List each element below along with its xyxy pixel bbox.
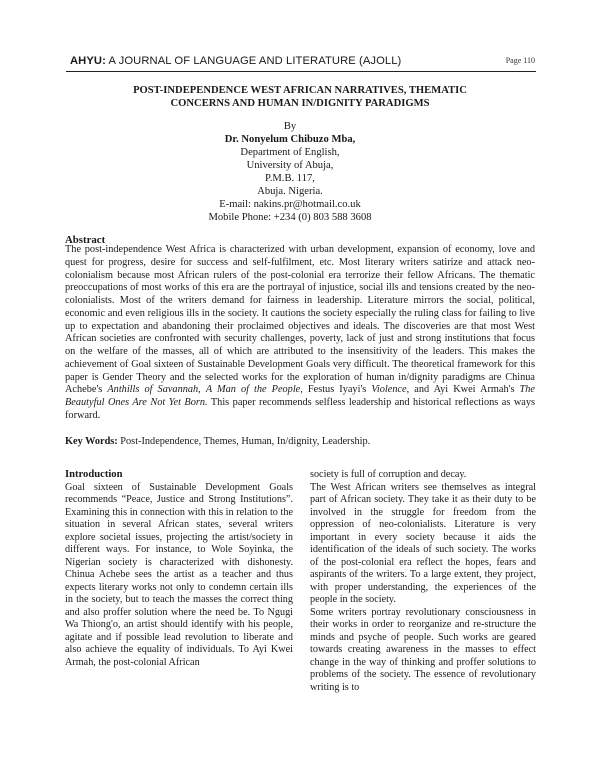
work-title-violence: Violence: [371, 384, 407, 396]
author-university: University of Abuja,: [246, 160, 334, 171]
keywords-label: Key Words:: [65, 436, 118, 447]
page-number: Page 110: [505, 56, 535, 65]
author-phone: Mobile Phone: +234 (0) 803 588 3608: [208, 212, 372, 223]
abstract-body-3: , and Ayi Kwei Armah's: [406, 384, 520, 396]
article-title: [60, 84, 540, 110]
intro-paragraph-1: Goal sixteen of Sustainable Development Goals recommends “Peace, Justice and Strong Institutions”. Examining this in connection with this in relation to the situation in several African states, several writers explore societal issues, projecting the artist/society in different ways. For instance, to Wole Soyinka, the Nigerian society is characterized with dishonesty. Chinua Achebe sees the artist as a teacher and thus expects literary works not only to condemn certain ills in the society, but to teach the masses the correct thing and also proffer solution where the need be. To Ngugi Wa Thiong'o, an artist should identify with his people, agitate and if possible lead revolution to liberate and also achieve the equality of individuals. To Ayi Kwei Armah, the post-colonial African: [65, 481, 293, 668]
journal-acronym: AHYU:: [70, 55, 106, 67]
work-title-beautyful-ones: The Beautyful Ones Are Not Yet Born.: [65, 384, 535, 408]
title-line-2: CONCERNS AND HUMAN IN/DIGNITY PARADIGMS: [170, 98, 430, 109]
intro-paragraph-4: Some writers portray revolutionary consciousness in their works in order to reorganize and re-structure the minds and psyche of people. Such works are geared towards creating awareness in the masses to effect change in the way of thinking and proffer solutions to problems of the society. The essence of revolutionary writing is to: [310, 606, 536, 693]
column-left: [65, 469, 293, 669]
abstract-body-4: This paper recommends selfless leadership and historical reflections as ways forward.: [65, 397, 535, 421]
author-name: Dr. Nonyelum Chibuzo Mba,: [224, 134, 356, 145]
author-department: Department of English,: [240, 147, 340, 158]
intro-paragraph-2: society is full of corruption and decay.: [310, 469, 467, 480]
column-right: [310, 469, 536, 694]
abstract-heading: Abstract: [65, 234, 106, 246]
keywords: [65, 436, 535, 447]
abstract-text: [65, 244, 535, 423]
abstract-sep: ,: [198, 384, 206, 396]
author-city: Abuja. Nigeria.: [257, 186, 323, 197]
journal-name: A JOURNAL OF LANGUAGE AND LITERATURE (AJOLL): [105, 55, 402, 67]
by-label: By: [283, 121, 297, 132]
abstract-body-2: Festus Iyayi's: [302, 384, 372, 396]
title-line-1: POST-INDEPENDENCE WEST AFRICAN NARRATIVES, THEMATIC: [133, 85, 467, 96]
abstract-body-1: The post-independence West Africa is characterized with urban development, expansion of economy, love and quest for progress, desire for success and self-fulfilment, etc. Most literary writers satirize and attack neo-colonialism because most African rulers of the post-colonial era terrorize their fellow Africans. The thematic preoccupations of most works of this era are the portrayal of injustice, social ills and tensions created by the neo-colonialists. Most of the writers demand for fairness in leadership. Literature mirrors the social, political, economic and even religious ills in the society. It cautions the society especially the ruling class for failing to live up to expectation and abandoning their proclaimed objectives and ideals. The discoveries are that most West African societies are confronted with security challenges, poverty, lack of just and strong institutions that focus on the welfare of the masses, all of which are attributed to the insensitivity of the leaders. This makes the achievement of Goal sixteen of Sustainable Development Goals very difficult. The theoretical framework for this paper is Gender Theory and the selected works for the exploration of human in/dignity paradigms are Chinua Achebe's: [65, 244, 535, 396]
header-rule: [66, 71, 536, 72]
author-email: E-mail: nakins.pr@hotmail.co.uk: [219, 199, 361, 210]
running-header: [70, 55, 535, 71]
work-title-anthills: Anthills of Savannah: [107, 384, 199, 396]
intro-paragraph-3: The West African writers see themselves as integral part of African society. They take it as their duty to be involved in the struggle for freedom from the oppression of neo-colonialists. Literature is very important in every society because it aids the identification of the ideals of such society. The works of the post-colonial era reflect the hopes, fears and aspirants of the writers. To a large extent, they project, with proper understanding, the experiences of the people in the society.: [310, 481, 536, 605]
journal-title: [70, 55, 401, 67]
author-block: [150, 120, 430, 224]
keywords-text: Post-Independence, Themes, Human, In/dignity, Leadership.: [117, 436, 371, 447]
introduction-heading: Introduction: [65, 469, 123, 480]
work-title-man-of-people: A Man of the People,: [205, 384, 303, 396]
author-pmb: P.M.B. 117,: [265, 173, 315, 184]
